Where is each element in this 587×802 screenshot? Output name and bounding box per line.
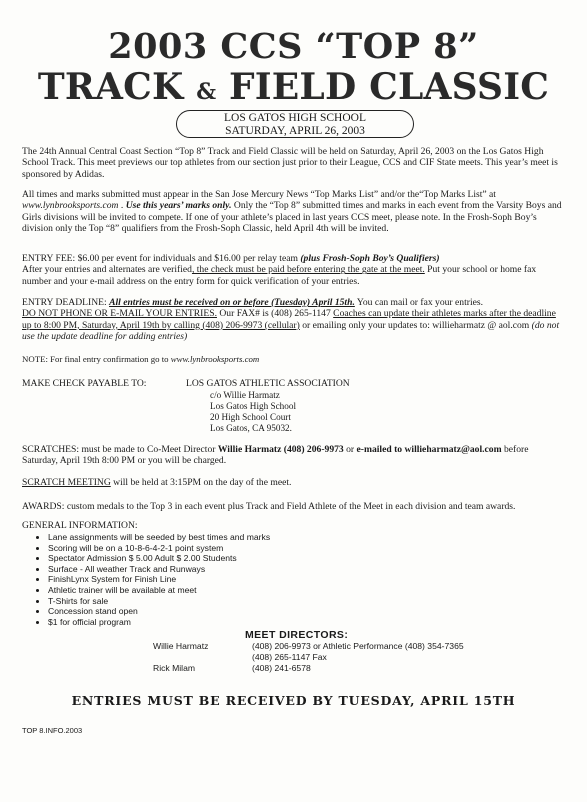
deadline-note: (do not use the update deadline for adding entries) xyxy=(22,319,560,343)
list-item: • FinishLynx System for Finish Line xyxy=(48,574,270,585)
scratches-director: Willie Harmatz (408) 206-9973 xyxy=(217,444,344,455)
marks-emphasis: Use this years’ marks only. xyxy=(125,200,232,212)
payable-address-1: c/o Willie Harmatz xyxy=(210,390,280,400)
deadline-paragraph xyxy=(22,297,562,343)
payable-label: MAKE CHECK PAYABLE TO: xyxy=(22,378,147,389)
entry-fee-label: ENTRY FEE: xyxy=(22,253,76,264)
page-subtitle xyxy=(0,66,587,108)
deadline-no-phone: DO NOT PHONE OR E-MAIL YOUR ENTRIES. xyxy=(22,308,217,320)
general-info-label: GENERAL INFORMATION: xyxy=(22,520,138,531)
marks-paragraph xyxy=(22,189,562,235)
entry-fee-paragraph xyxy=(22,253,562,287)
list-item: • T-Shirts for sale xyxy=(48,596,270,607)
entries-deadline-banner: ENTRIES MUST BE RECEIVED BY TUESDAY, APRIL 15TH xyxy=(71,693,516,708)
list-item: • Spectator Admission $ 5.00 Adult $ 2.00 Students xyxy=(48,553,270,564)
director-1-phone: (408) 206-9973 or Athletic Performance (408) 354-7365 xyxy=(252,641,464,651)
awards-label: AWARDS: xyxy=(22,501,65,512)
payable-address-4: Los Gatos, CA 95032. xyxy=(210,423,292,433)
venue-box xyxy=(176,110,414,138)
scratch-meeting-label: SCRATCH MEETING xyxy=(22,477,111,488)
title-part-a: TRACK xyxy=(37,66,197,108)
scratches-text-c: before Saturday, April 19th 8:00 PM or you will be charged. xyxy=(22,444,529,467)
scratches-paragraph xyxy=(22,444,562,467)
deadline-update-rule: Coaches can update their athletes marks after the deadline up to 8:00 PM, Saturday, April 19th by calling (408) 206-9973 (cellular) xyxy=(22,308,556,331)
list-item: • Concession stand open xyxy=(48,606,270,617)
entry-fee-text-b: After your entries and alternates are verified xyxy=(22,264,192,276)
director-2-phone: (408) 241-6578 xyxy=(252,663,311,673)
awards-text: custom medals to the Top 3 in each event plus Track and Field Athlete of the Meet in each division and team awards. xyxy=(64,501,516,512)
scratch-meeting-text: will be held at 3:15PM on the day of the meet. xyxy=(110,477,292,488)
list-item: • $1 for official program xyxy=(48,617,270,628)
list-item: • Athletic trainer will be available at meet xyxy=(48,585,270,596)
title-part-b: FIELD CLASSIC xyxy=(216,66,550,108)
page-title: 2003 CCS “TOP 8” xyxy=(108,26,479,67)
list-item: • Lane assignments will be seeded by best times and marks xyxy=(48,532,270,543)
deadline-label: ENTRY DEADLINE: xyxy=(22,297,107,308)
scratches-label: SCRATCHES: xyxy=(22,444,80,455)
director-1-fax: (408) 265-1147 Fax xyxy=(252,652,327,662)
entry-fee-emphasis: (plus Frosh-Soph Boy’s Qualifiers) xyxy=(300,253,440,264)
list-item: • Scoring will be on a 10-8-6-4-2-1 point system xyxy=(48,543,270,554)
lynbrook-link[interactable]: www.lynbrooksports.com xyxy=(22,200,119,212)
entry-fee-text-c: Put your school or home fax number and your e-mail address on the entry form for quick verification of your entries. xyxy=(22,264,537,287)
director-2-name: Rick Milam xyxy=(153,663,196,673)
entry-fee-underlined: , the check must be paid before entering the gate at the meet. xyxy=(191,264,425,276)
scratches-text-b: or xyxy=(343,444,357,455)
note-text: NOTE: For final entry confirmation go to xyxy=(22,354,171,364)
venue-name: LOS GATOS HIGH SCHOOL xyxy=(224,112,366,124)
payable-address-2: Los Gatos High School xyxy=(210,401,297,411)
director-1-name: Willie Harmatz xyxy=(153,641,209,651)
awards-line xyxy=(22,501,562,512)
venue-date: SATURDAY, APRIL 26, 2003 xyxy=(225,125,365,137)
marks-text-a: All times and marks submitted must appear in the San Jose Mercury News “Top Marks List” and/or the“Top Marks List” at xyxy=(22,189,496,200)
note-link[interactable]: www.lynbrooksports.com xyxy=(170,354,260,364)
scratches-email: e-mailed to willieharmatz@aol.com xyxy=(356,444,502,455)
title-ampersand: & xyxy=(196,79,217,105)
general-info-list xyxy=(34,532,270,627)
deadline-emphasis: All entries must be received on or before (Tuesday) April 15th. xyxy=(109,297,355,308)
scratches-text-a: must be made to Co-Meet Director xyxy=(79,444,218,455)
scratch-meeting-line xyxy=(22,477,562,488)
deadline-text-c: or emailing only your updates to: willieharmatz @ aol.com xyxy=(299,319,532,331)
intro-paragraph: The 24th Annual Central Coast Section “Top 8” Track and Field Classic will be held on Saturday, April 26, 2003 on the Los Gatos High School Track. This meet previews our top athletes from our section just prior to their League, CCS and CIF State meets. This year’s meet is sponsored by Adidas. xyxy=(22,146,558,180)
deadline-fax: Our FAX# is (408) 265-1147 xyxy=(216,308,334,320)
payable-org: LOS GATOS ATHLETIC ASSOCIATION xyxy=(186,378,350,389)
deadline-text-a: You can mail or fax your entries. xyxy=(354,297,484,308)
list-item: • Surface - All weather Track and Runways xyxy=(48,564,270,575)
marks-text-b: . xyxy=(118,200,126,212)
meet-directors-title: MEET DIRECTORS: xyxy=(245,629,349,641)
payable-address-3: 20 High School Court xyxy=(210,412,291,422)
note-line xyxy=(22,354,562,365)
marks-text-c: Only the “Top 8” submitted times and marks in each event from the Varsity Boys and Girls divisions will be invited to compete. If one of your athlete’s placed in last years CCS meet, please note. In the Frosh-Soph Boy’s division only the Top “8” qualifiers from the Frosh-Soph Classic, held April 4th will be invited. xyxy=(22,200,562,235)
entry-fee-text-a: $6.00 per event for individuals and $16.00 per relay team xyxy=(75,253,301,264)
document-code: TOP 8.INFO.2003 xyxy=(22,726,83,735)
